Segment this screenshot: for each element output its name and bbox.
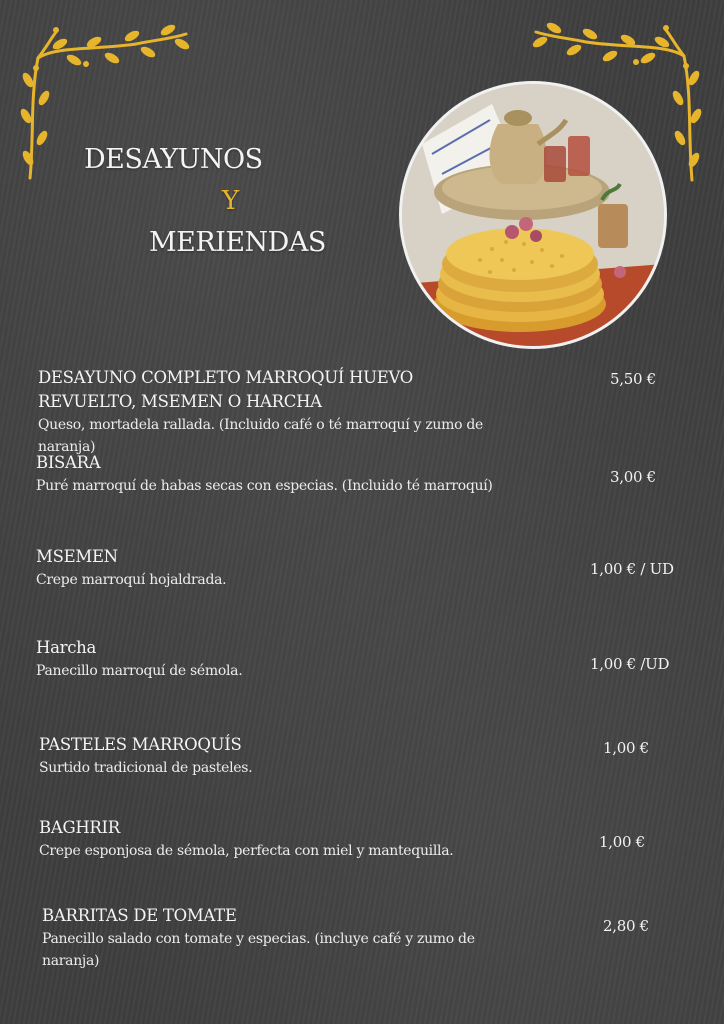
menu-item-price: 1,00 € / UD bbox=[590, 560, 674, 578]
menu-item bbox=[36, 451, 506, 497]
menu-title-line-1: DESAYUNOS bbox=[84, 144, 263, 175]
menu-item-price: 3,00 € bbox=[610, 468, 656, 486]
menu-item-name: PASTELES MARROQUÍS bbox=[39, 735, 242, 754]
menu-item-price: 1,00 € bbox=[603, 739, 649, 757]
menu-item bbox=[39, 816, 509, 862]
menu-item-description: Panecillo salado con tomate y especias. (incluye café y zumo de naranja) bbox=[42, 931, 475, 969]
menu-item-price: 2,80 € bbox=[603, 917, 649, 935]
menu-title-line-2: Y bbox=[222, 186, 239, 216]
menu-item-name: BARRITAS DE TOMATE bbox=[42, 906, 237, 925]
menu-item-description: Panecillo marroquí de sémola. bbox=[36, 663, 243, 679]
menu-item-price: 5,50 € bbox=[610, 370, 656, 388]
menu-item-price: 1,00 € /UD bbox=[590, 655, 670, 673]
menu-item-name: DESAYUNO COMPLETO MARROQUÍ HUEVO REVUELTO, MSEMEN O HARCHA bbox=[38, 368, 414, 411]
menu-item-description: Crepe esponjosa de sémola, perfecta con miel y mantequilla. bbox=[39, 843, 454, 859]
menu-item-description: Crepe marroquí hojaldrada. bbox=[36, 572, 227, 588]
menu-item-description: Queso, mortadela rallada. (Incluido café o té marroquí y zumo de naranja) bbox=[38, 417, 484, 455]
menu-item-price: 1,00 € bbox=[599, 833, 645, 851]
menu-title-line-3: MERIENDAS bbox=[149, 227, 326, 258]
menu-item bbox=[38, 366, 508, 458]
food-photo bbox=[399, 81, 667, 349]
menu-item bbox=[39, 733, 509, 779]
menu-item-description: Puré marroquí de habas secas con especias. (Incluido té marroquí) bbox=[36, 478, 493, 494]
menu-item-name: BAGHRIR bbox=[39, 818, 120, 837]
menu-item-description: Surtido tradicional de pasteles. bbox=[39, 760, 253, 776]
menu-item-name: MSEMEN bbox=[36, 547, 118, 566]
menu-item bbox=[36, 636, 506, 682]
menu-item-name: Harcha bbox=[36, 638, 97, 657]
menu-item bbox=[42, 904, 502, 972]
menu-item-name: BISARA bbox=[36, 453, 101, 472]
menu-item bbox=[36, 545, 506, 591]
